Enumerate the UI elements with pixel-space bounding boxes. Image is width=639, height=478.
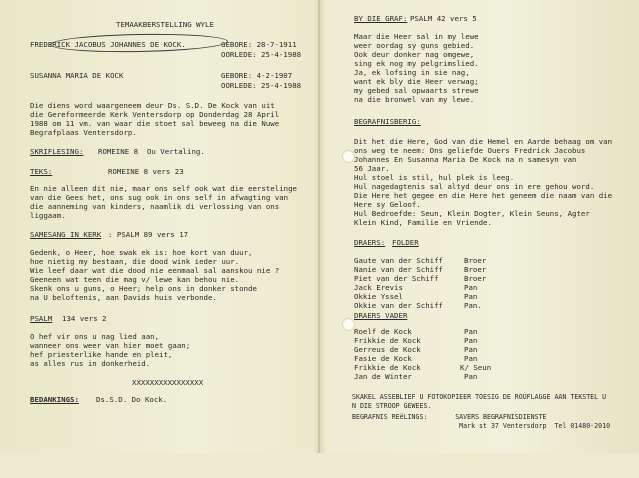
deceased-1-name: FREDERICK JACOBUS JOHANNES DE KOCK. bbox=[30, 40, 186, 49]
closing-line: N DIE STROOP GEWEES. bbox=[352, 402, 432, 410]
bearer-name: Roelf de Kock bbox=[354, 327, 412, 336]
intro-line: Begrafplaas Ventersdorp. bbox=[30, 128, 137, 137]
grave-line: Ook deur donker nag omgewe, bbox=[354, 50, 475, 59]
grave-label: BY DIE GRAF: bbox=[354, 14, 408, 23]
bearer-relation: Broer bbox=[464, 274, 487, 283]
notice-line: Hul Bedroefde: Seun, Klein Dogter, Klein Seuns, Agter bbox=[354, 209, 590, 218]
hymn2-line: O hef vir ons u nag lied aan, bbox=[30, 332, 160, 341]
bearers2-label: DRAERS VADER bbox=[354, 311, 408, 320]
bearer-relation: Pan bbox=[464, 292, 478, 301]
bearer-name: Fasie de Kock bbox=[354, 354, 412, 363]
hymn1-line: Geeneen wat teen die mag v/ lewe kan behou nie. bbox=[30, 275, 240, 284]
closing-line: Mark st 37 Ventersdorp Tel 01480-2010 bbox=[352, 422, 611, 430]
bearer-relation: Broer bbox=[464, 256, 487, 265]
text-body-line: En nie alleen dit nie, maar ons self ook wat die eerstelinge bbox=[30, 184, 297, 193]
reading-label: SKRIFLESING: bbox=[30, 147, 84, 156]
hymn1-label: SAMESANG IN KERK bbox=[30, 230, 102, 239]
bearer-relation: Broer bbox=[464, 265, 487, 274]
notice-line: Hul stoel is stil, hul plek is leeg. bbox=[354, 173, 515, 182]
hymn1-line: Skenk ons u guns, o Heer; help ons in donker stonde bbox=[30, 284, 257, 293]
text-value: ROMEINE 8 vers 23 bbox=[108, 167, 184, 176]
intro-line: Die diens word waargeneem deur Ds. S.D. De Kock van uit bbox=[30, 101, 275, 110]
bearer-relation: Pan bbox=[464, 345, 478, 354]
notice-line: 56 Jaar. bbox=[354, 164, 390, 173]
notice-label: BEGRAFNISBERIG: bbox=[354, 117, 421, 126]
notice-line: Johannes En Susanna Maria De Kock na n samesyn van bbox=[354, 155, 577, 164]
bearer-name: Okkie van der Schiff bbox=[354, 301, 443, 310]
grave-line: Maar die Heer sal in my lewe bbox=[354, 32, 479, 41]
notice-line: Klein Kind, Familie en Vriende. bbox=[354, 218, 492, 227]
deceased-1-born: GEBORE: 28-7-1911 bbox=[221, 40, 297, 49]
hymn1-line: Gedenk, o Heer, hoe swak ek is: hoe kort van duur, bbox=[30, 248, 253, 257]
bearer-relation: Pan bbox=[464, 372, 478, 381]
grave-line: sing ek nog my pelgrimslied. bbox=[354, 59, 479, 68]
text-body-line: die aanneming van kinders, naamlik di verlossing van ons bbox=[30, 202, 280, 211]
notice-line: Die Here het gegee en die Here het geneem die naam van die bbox=[354, 191, 613, 200]
hymn2-label: PSALM bbox=[30, 314, 53, 323]
grave-line: weer oordag sy guns gebied. bbox=[354, 41, 475, 50]
hymn1-value: : PSALM 89 vers 17 bbox=[108, 230, 189, 239]
reading-value: ROMEINE 8 Ou Vertaling. bbox=[98, 147, 205, 156]
hymn1-line: Wie leef daar wat die dood nie eenmaal sal aanskou nie ? bbox=[30, 266, 280, 275]
grave-value: PSALM 42 vers 5 bbox=[410, 14, 477, 23]
bearer-name: Jan de Winter bbox=[354, 372, 412, 381]
bearer-name: Okkie Yssel bbox=[354, 292, 403, 301]
grave-line: my gebed sal opwaarts strewe bbox=[354, 86, 479, 95]
deceased-2-died: OORLEDE: 25-4-1988 bbox=[221, 81, 302, 90]
closing-line: SKAKEL ASSEBLIEF U FOTOKOPIEER TOESIG DE ROUFLAGGE AAN TEKSTEL U bbox=[352, 393, 607, 401]
bearer-relation: Pan. bbox=[464, 301, 482, 310]
intro-line: die Gereformeerde Kerk Ventersdorp op Donderdag 28 April bbox=[30, 110, 280, 119]
closing-line: BEGRAFNIS REëLINGS: SAVERS BEGRAFNISDIENSTE bbox=[352, 413, 547, 421]
hymn1-line: hoe nietig my bestaan, die dood wink ieder uur. bbox=[30, 257, 240, 266]
bearer-relation: Pan bbox=[464, 283, 478, 292]
bearer-name: Jack Erevis bbox=[354, 283, 403, 292]
bearer-name: Nanie van der Schiff bbox=[354, 265, 443, 274]
notice-line: Here sy Geloof. bbox=[354, 200, 421, 209]
bearer-relation: Pan bbox=[464, 327, 478, 336]
separator-line: XXXXXXXXXXXXXXXX bbox=[132, 378, 204, 387]
hymn2-line: wanneer ons weer van hier moet gaan; bbox=[30, 341, 191, 350]
hymn2-line: hef priesterlike hande en pleit, bbox=[30, 350, 173, 359]
officiant-label: BEDANKINGS: bbox=[30, 395, 79, 404]
grave-line: na die bronwel van my lewe. bbox=[354, 95, 475, 104]
bearer-relation: K/ Seun bbox=[460, 363, 492, 372]
hymn2-value: 134 vers 2 bbox=[62, 314, 107, 323]
grave-line: Ja, ek lofsing in sie nag, bbox=[354, 68, 470, 77]
bearer-name: Frikkie de Kock bbox=[354, 363, 421, 372]
bearer-relation: Pan bbox=[464, 336, 478, 345]
bearer-name: Gerreus de Kock bbox=[354, 345, 421, 354]
hymn1-line: na U beloftenis, aan Davids huis verbonde. bbox=[30, 293, 217, 302]
grave-line: want ek bly die Heer verwag; bbox=[354, 77, 479, 86]
left-page bbox=[28, 0, 313, 404]
deceased-2-name: SUSANNA MARIA DE KOCK bbox=[30, 71, 124, 80]
notice-line: ons weg te neem: Ons geliefde Ouers Fredrick Jacobus bbox=[354, 146, 586, 155]
text-body-line: liggaam. bbox=[30, 211, 66, 220]
text-body-line: van die Gees het, ons sug ook in ons self in afwagting van bbox=[30, 193, 289, 202]
bearer-name: Piet van der Schiff bbox=[354, 274, 439, 283]
right-page bbox=[352, 0, 634, 478]
bearer-relation: Pan bbox=[464, 354, 478, 363]
text-label: TEKS: bbox=[30, 167, 53, 176]
bearer-name: Frikkie de Kock bbox=[354, 336, 421, 345]
page-title: TEMAAKBERSTELLING WYLE bbox=[116, 20, 214, 29]
bearers-label-2: FOLDER bbox=[392, 238, 419, 247]
notice-line: Hul nagedagtenis sal altyd deur ons in ere gehou word. bbox=[354, 182, 595, 191]
page-fold bbox=[318, 0, 320, 453]
bearers-label: DRAERS: bbox=[354, 238, 386, 247]
deceased-2-born: GEBORE: 4-2-1907 bbox=[221, 71, 293, 80]
hymn2-line: as alles rus in donkerheid. bbox=[30, 359, 151, 368]
notice-line: Dit het die Here, God van die Hemel en Aarde behaag om van bbox=[354, 137, 613, 146]
deceased-1-died: OORLEDE: 25-4-1988 bbox=[221, 50, 302, 59]
officiant-value: Ds.S.D. Do Kock. bbox=[96, 395, 168, 404]
bearer-name: Gaute van der Schiff bbox=[354, 256, 443, 265]
intro-line: 1988 om 11 vm. van waar die stoet sal beweeg na die Nuwe bbox=[30, 119, 280, 128]
